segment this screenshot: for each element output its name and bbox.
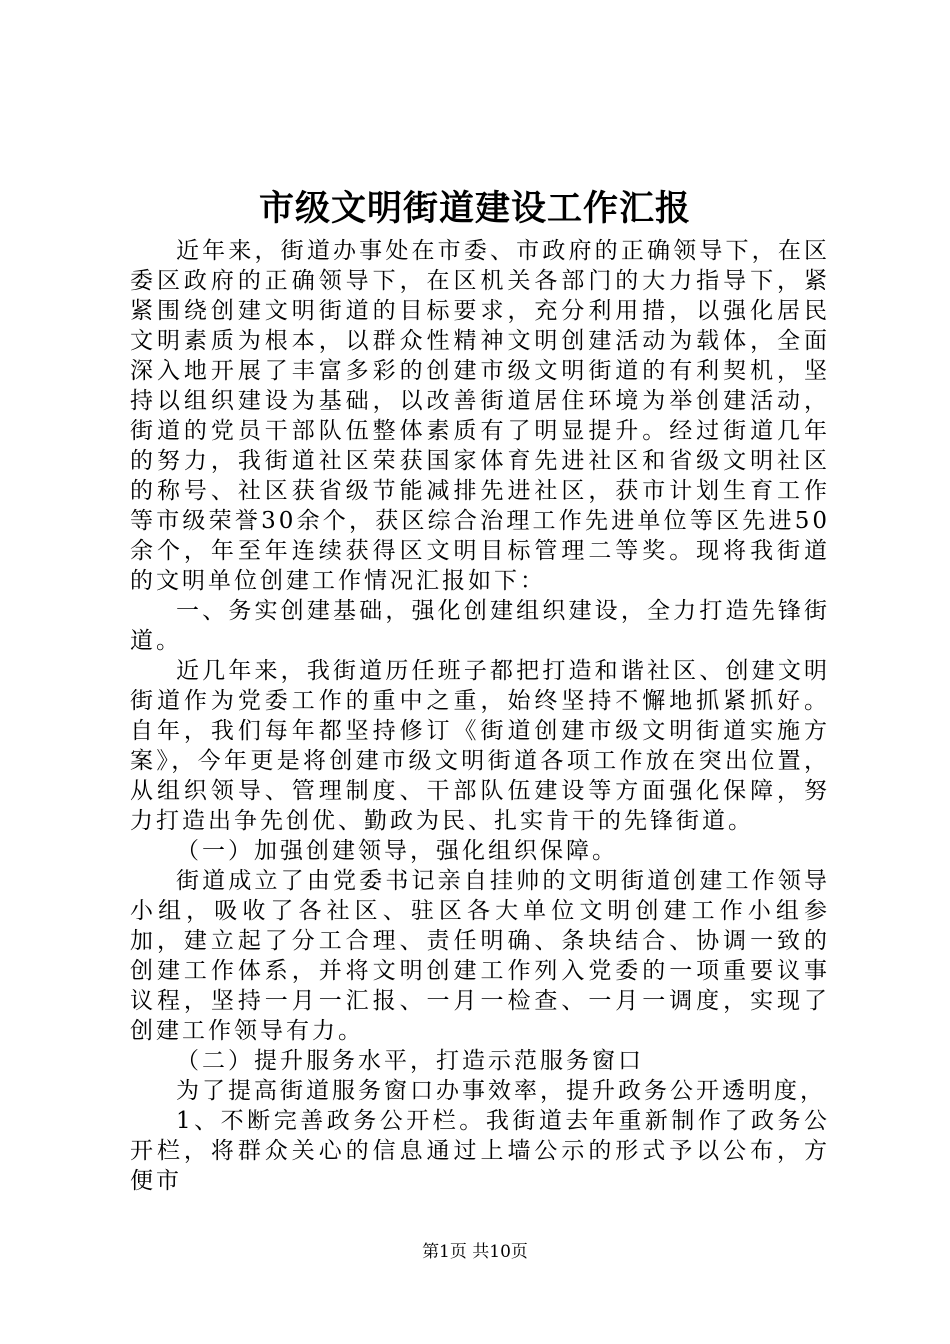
page-number-footer: 第1页 共10页 bbox=[422, 1242, 528, 1262]
paragraph-intro: 近年来，街道办事处在市委、市政府的正确领导下，在区委区政府的正确领导下，在区机关各部门的大力指导下，紧紧围绕创建文明街道的目标要求，充分利用措，以强化居民文明素质为根本，以群众性精神文明创建活动为载体，全面深入地开展了丰富多彩的创建市级文明街道的有利契机，坚持以组织建设为基础，以改善街道居住环境为举创建活动，街道的党员干部队伍整体素质有了明显提升。经过街道几年的努力，我街道社区荣获国家体育先进社区和省级文明社区的称号、社区获省级节能减排先进社区，获市计划生育工作等市级荣誉30余个，获区综合治理工作先进单位等区先进50余个，年至年连续获得区文明目标管理二等奖。现将我街道的文明单位创建工作情况汇报如下： bbox=[130, 238, 830, 594]
document-title: 市级文明街道建设工作汇报 bbox=[258, 188, 691, 229]
paragraph-subsection-2: 为了提高街道服务窗口办事效率，提升政务公开透明度， bbox=[176, 1078, 826, 1104]
document-body bbox=[130, 236, 830, 1196]
subheading-1: （一）加强创建领导，强化组织保障。 bbox=[176, 838, 618, 864]
paragraph-section-1: 近几年来，我街道历任班子都把打造和谐社区、创建文明街道作为党委工作的重中之重，始终坚持不懈地抓紧抓好。自年，我们每年都坚持修订《街道创建市级文明街道实施方案》，今年更是将创建市级文明街道各项工作放在突出位置，从组织领导、管理制度、干部队伍建设等方面强化保障，努力打造出争先创优、勤政为民、扎实肯干的先锋街道。 bbox=[130, 658, 830, 834]
subheading-2: （二）提升服务水平，打造示范服务窗口 bbox=[176, 1048, 644, 1074]
section-heading-1: 一、务实创建基础，强化创建组织建设，全力打造先锋街道。 bbox=[130, 598, 830, 654]
paragraph-subsection-1: 街道成立了由党委书记亲自挂帅的文明街道创建工作领导小组，吸收了各社区、驻区各大单位文明创建工作小组参加，建立起了分工合理、责任明确、条块结合、协调一致的创建工作体系，并将文明创建工作列入党委的一项重要议事议程，坚持一月一汇报、一月一检查、一月一调度，实现了创建工作领导有力。 bbox=[130, 868, 830, 1044]
paragraph-item-1: 1、不断完善政务公开栏。我街道去年重新制作了政务公开栏，将群众关心的信息通过上墙公示的形式予以公布，方便市 bbox=[130, 1108, 830, 1194]
